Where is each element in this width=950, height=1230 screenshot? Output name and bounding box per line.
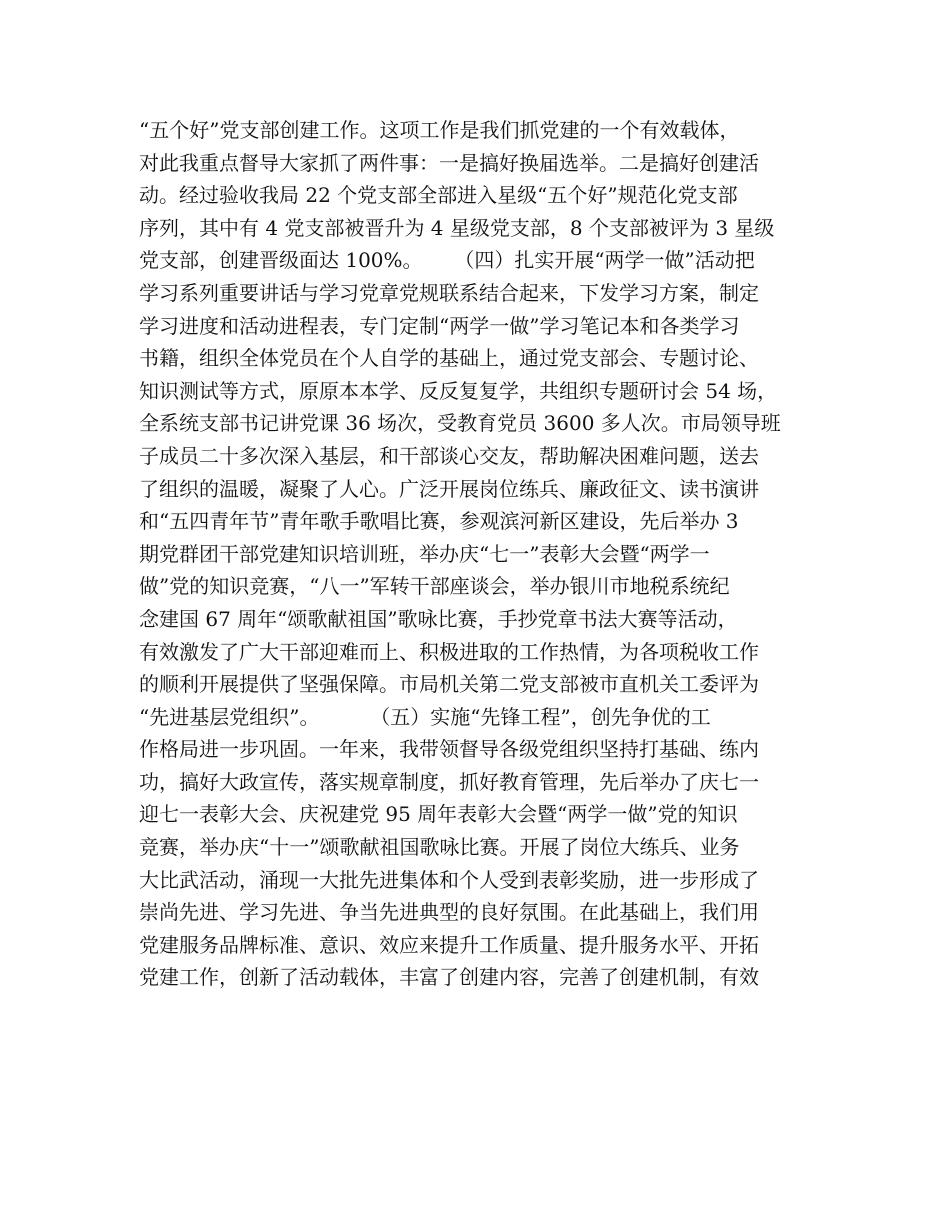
text-line: 党支部，创建晋级面达 100%。 （四）扎实开展“两学一做”活动把 [139, 248, 755, 273]
text-line: 书籍，组织全体党员在个人自学的基础上，通过党支部会、专题讨论、 [139, 346, 759, 371]
text-line: 子成员二十多次深入基层，和干部谈心交友，帮助解决困难问题，送去 [139, 443, 759, 468]
text-line: 和“五四青年节”青年歌手歌唱比赛，参观滨河新区建设，先后举办 3 [139, 509, 739, 534]
text-line: 了组织的温暖，凝聚了人心。广泛开展岗位练兵、廉政征文、读书演讲 [139, 476, 759, 501]
body-text [139, 114, 839, 994]
text-line: 的顺利开展提供了坚强保障。市局机关第二党支部被市直机关工委评为 [139, 672, 759, 697]
text-line: 功，搞好大政宣传，落实规章制度，抓好教育管理，先后举办了庆七一 [139, 769, 759, 794]
text-line: 党建工作，创新了活动载体，丰富了创建内容，完善了创建机制，有效 [139, 965, 759, 990]
text-line: 序列，其中有 4 党支部被晋升为 4 星级党支部，8 个支部被评为 3 星级 [139, 215, 775, 240]
text-line: 大比武活动，涌现一大批先进集体和个人受到表彰奖励，进一步形成了 [139, 867, 759, 892]
text-line: 念建国 67 周年“颂歌献祖国”歌咏比赛，手抄党章书法大赛等活动， [139, 606, 738, 631]
text-line: 做”党的知识竞赛，“八一”军转干部座谈会，举办银川市地税系统纪 [139, 574, 730, 599]
text-line: “先进基层党组织”。 （五）实施“先锋工程”，创先争优的工 [139, 704, 711, 729]
text-line: 作格局进一步巩固。一年来，我带领督导各级党组织坚持打基础、练内 [139, 737, 759, 762]
text-line: 期党群团干部党建知识培训班，举办庆“七一”表彰大会暨“两学一 [139, 541, 710, 566]
text-line: 全系统支部书记讲党课 36 场次，受教育党员 3600 多人次。市局领导班 [139, 411, 781, 436]
text-line: 竞赛，举办庆“十一”颂歌献祖国歌咏比赛。开展了岗位大练兵、业务 [139, 835, 740, 860]
text-line: 动。经过验收我局 22 个党支部全部进入星级“五个好”规范化党支部 [139, 183, 738, 208]
text-line: 党建服务品牌标准、意识、效应来提升工作质量、提升服务水平、开拓 [139, 932, 759, 957]
text-line: 知识测试等方式，原原本本学、反反复复学，共组织专题研讨会 54 场， [139, 378, 778, 403]
text-line: 学习进度和活动进程表，专门定制“两学一做”学习笔记本和各类学习 [139, 313, 740, 338]
text-line: 有效激发了广大干部迎难而上、积极进取的工作热情，为各项税收工作 [139, 639, 759, 664]
text-line: 学习系列重要讲话与学习党章党规联系结合起来，下发学习方案，制定 [139, 280, 759, 305]
text-line: 崇尚先进、学习先进、争当先进典型的良好氛围。在此基础上，我们用 [139, 900, 759, 925]
text-line: 迎七一表彰大会、庆祝建党 95 周年表彰大会暨“两学一做”党的知识 [139, 802, 738, 827]
text-line: “五个好”党支部创建工作。这项工作是我们抓党建的一个有效载体， [139, 118, 740, 142]
text-line: 对此我重点督导大家抓了两件事：一是搞好换届选举。二是搞好创建活 [139, 150, 759, 175]
